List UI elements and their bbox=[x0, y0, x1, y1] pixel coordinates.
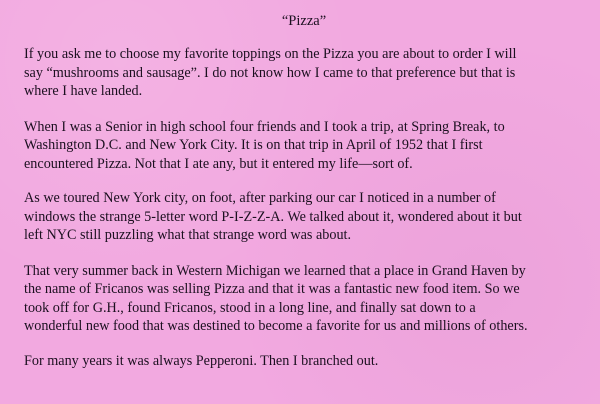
paragraph-2 bbox=[24, 118, 584, 174]
document-title: “Pizza” bbox=[281, 13, 327, 29]
paragraph-line: If you ask me to choose my favorite toppings on the Pizza you are about to order I will bbox=[24, 46, 517, 62]
paragraph-line: That very summer back in Western Michigan we learned that a place in Grand Haven by bbox=[24, 262, 526, 279]
paragraph-line: the name of Fricanos was selling Pizza and that it was a fantastic new food item. So we bbox=[24, 281, 520, 297]
paragraph-line: When I was a Senior in high school four friends and I took a trip, at Spring Break, to bbox=[24, 118, 505, 135]
paragraph-4 bbox=[24, 262, 584, 336]
paragraph-line: say “mushrooms and sausage”. I do not know how I came to that preference but that is bbox=[24, 64, 516, 81]
paragraph-line: took off for G.H., found Fricanos, stood in a long line, and finally sat down to a bbox=[24, 299, 476, 316]
paragraph-3 bbox=[24, 189, 584, 245]
paragraph-line: where I have landed. bbox=[24, 83, 143, 99]
paragraph-line: encountered Pizza. Not that I ate any, but it entered my life—sort of. bbox=[24, 155, 413, 172]
paragraph-1 bbox=[24, 45, 584, 101]
paragraph-5 bbox=[24, 352, 584, 371]
paragraph-line: As we toured New York city, on foot, after parking our car I noticed in a number of bbox=[24, 190, 496, 206]
paragraph-line: windows the strange 5-letter word P-I-Z-Z-A. We talked about it, wondered about it but bbox=[24, 208, 522, 225]
paragraph-line: Washington D.C. and New York City. It is on that trip in April of 1952 that I first bbox=[24, 137, 483, 153]
paragraph-line: For many years it was always Pepperoni. Then I branched out. bbox=[24, 352, 379, 369]
paragraph-line: left NYC still puzzling what that strange word was about. bbox=[24, 227, 352, 243]
paragraph-line: wonderful new food that was destined to become a favorite for us and millions of others. bbox=[24, 318, 528, 334]
